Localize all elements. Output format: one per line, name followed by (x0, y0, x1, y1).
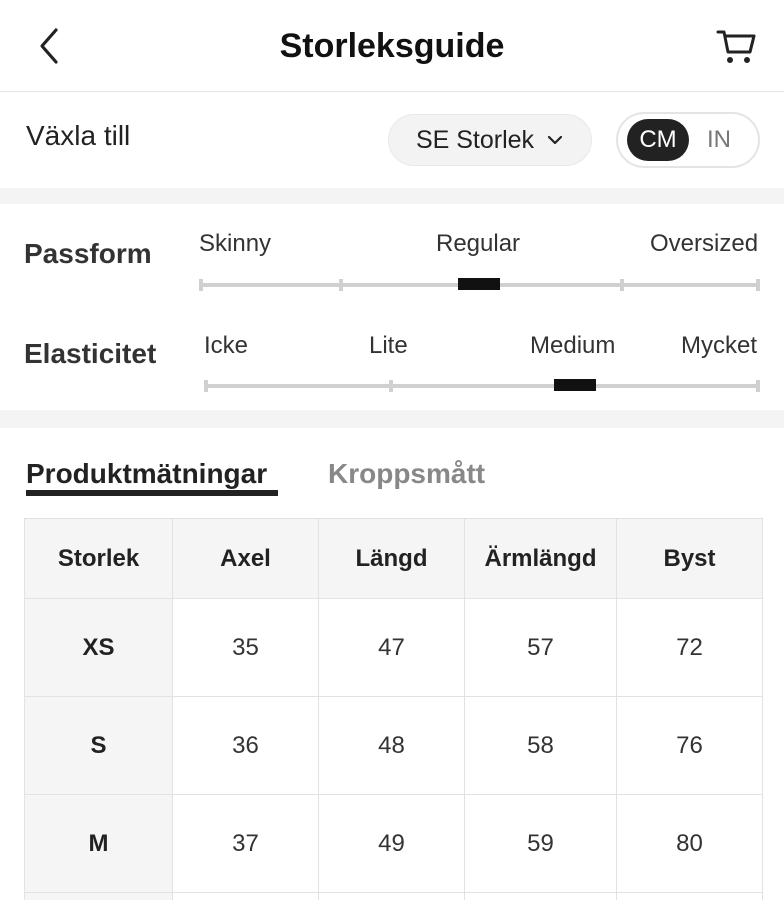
table-cell: 76 (617, 697, 763, 795)
fit-title: Passform (24, 238, 152, 269)
chevron-down-icon (546, 134, 564, 146)
table-cell: 58 (465, 697, 617, 795)
size-cell (25, 893, 173, 900)
back-button[interactable] (30, 24, 70, 68)
elasticity-tick (389, 380, 393, 392)
section-divider (0, 410, 784, 428)
size-table (24, 518, 763, 900)
table-row (25, 795, 763, 893)
unit-option-in[interactable]: IN (707, 126, 731, 153)
table-cell (465, 893, 617, 900)
table-cell: 48 (319, 697, 465, 795)
elasticity-label-medium: Medium (530, 332, 616, 359)
table-cell: 72 (617, 599, 763, 697)
tab-body-measurements[interactable]: Kroppsmått (328, 458, 486, 489)
fit-section (0, 204, 784, 410)
measurement-tabs (0, 428, 784, 518)
elasticity-tick (204, 380, 208, 392)
unit-option-cm[interactable]: CM (627, 119, 689, 161)
table-cell (173, 893, 319, 900)
tab-product-measurements[interactable]: Produktmätningar (26, 458, 268, 489)
table-cell: 49 (319, 795, 465, 893)
elasticity-label-icke: Icke (204, 332, 249, 359)
fit-tick (339, 279, 343, 291)
chevron-left-icon (30, 24, 70, 68)
elasticity-title: Elasticitet (24, 338, 157, 369)
table-header-cell: Byst (617, 519, 763, 599)
fit-tick (199, 279, 203, 291)
table-header-cell: Storlek (25, 519, 173, 599)
size-cell: S (25, 697, 173, 795)
size-cell: M (25, 795, 173, 893)
table-cell: 59 (465, 795, 617, 893)
table-cell (617, 893, 763, 900)
table-header-row (25, 519, 763, 599)
unit-toggle[interactable] (616, 112, 760, 168)
table-cell: 80 (617, 795, 763, 893)
cart-button[interactable] (712, 24, 760, 68)
table-row (25, 697, 763, 795)
section-divider (0, 188, 784, 204)
table-cell: 47 (319, 599, 465, 697)
fit-label-regular: Regular (436, 230, 521, 257)
size-cell: XS (25, 599, 173, 697)
table-row (25, 599, 763, 697)
elasticity-tick (756, 380, 760, 392)
elasticity-scale (205, 384, 760, 388)
active-tab-underline (26, 490, 278, 496)
cart-icon (712, 24, 760, 68)
page-title: Storleksguide (279, 27, 505, 65)
fit-tick (756, 279, 760, 291)
elasticity-label-lite: Lite (369, 332, 408, 359)
table-header-cell: Längd (319, 519, 465, 599)
table-cell: 36 (173, 697, 319, 795)
top-bar (0, 0, 784, 92)
table-header-cell: Axel (173, 519, 319, 599)
table-cell: 35 (173, 599, 319, 697)
table-cell: 37 (173, 795, 319, 893)
table-cell: 57 (465, 599, 617, 697)
size-system-dropdown[interactable] (388, 114, 592, 166)
table-row (25, 893, 763, 900)
elasticity-indicator (554, 379, 596, 391)
fit-label-skinny: Skinny (199, 230, 272, 257)
elasticity-label-mycket: Mycket (681, 332, 758, 359)
table-header-cell: Ärmlängd (465, 519, 617, 599)
fit-tick (620, 279, 624, 291)
fit-label-oversized: Oversized (650, 230, 759, 257)
fit-indicator (458, 278, 500, 290)
unit-switch-row (0, 92, 784, 188)
size-system-value: SE Storlek (415, 125, 535, 154)
table-cell (319, 893, 465, 900)
switch-label: Växla till (26, 120, 131, 151)
